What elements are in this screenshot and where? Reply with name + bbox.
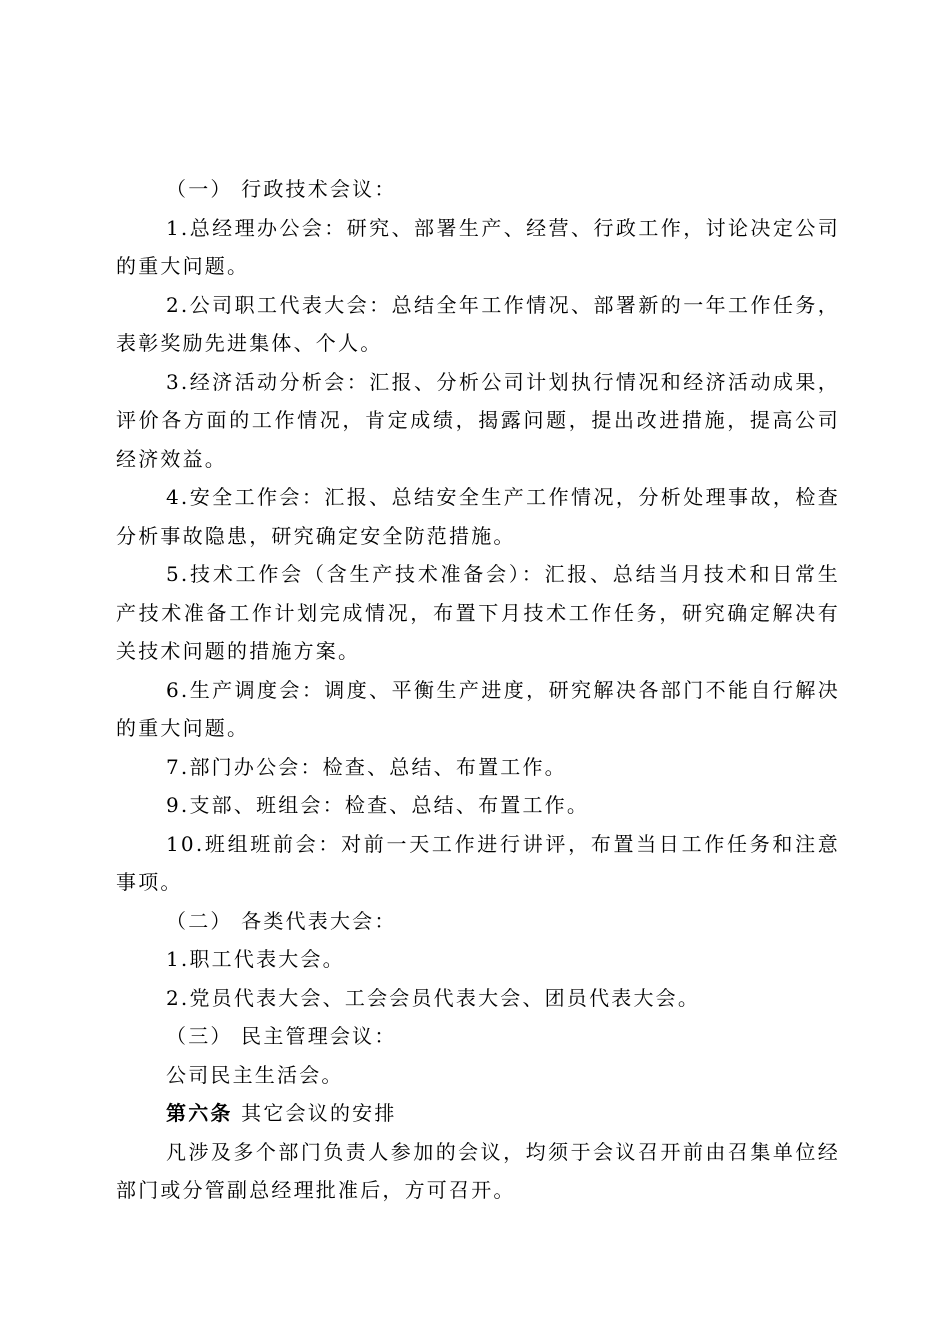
section-heading-administrative: （一） 行政技术会议： (166, 177, 397, 201)
list-item: 3.经济活动分析会：汇报、分析公司计划执行情况和经济活动成果，评价各方面的工作情况，肯定成绩，揭露问题，提出改进措施，提高公司经济效益。 (116, 369, 840, 471)
document-page (116, 170, 840, 1210)
list-item: 5.技术工作会（含生产技术准备会）：汇报、总结当月技术和日常生产技术准备工作计划完成情况，布置下月技术工作任务，研究确定解决有关技术问题的措施方案。 (116, 562, 840, 663)
section-heading-democratic: （三） 民主管理会议： (166, 1024, 397, 1048)
article-title: 其它会议的安排 (232, 1101, 397, 1125)
section-heading-congresses: （二） 各类代表大会： (166, 908, 397, 933)
list-item: 2.党员代表大会、工会会员代表大会、团员代表大会。 (166, 985, 701, 1010)
article-label: 第六条 (166, 1101, 233, 1125)
article-heading (116, 1094, 840, 1133)
list-item: 9.支部、班组会：检查、总结、布置工作。 (166, 793, 590, 817)
list-item: 6.生产调度会：调度、平衡生产进度，研究解决各部门不能自行解决的重大问题。 (116, 677, 840, 740)
list-item: 1.职工代表大会。 (166, 947, 345, 971)
list-item: 2.公司职工代表大会：总结全年工作情况、部署新的一年工作任务，表彰奖励先进集体、个人。 (116, 292, 840, 355)
article-body: 凡涉及多个部门负责人参加的会议，均须于会议召开前由召集单位经部门或分管副总经理批准后，方可召开。 (116, 1139, 840, 1202)
list-item: 4.安全工作会：汇报、总结安全生产工作情况，分析处理事故，检查分析事故隐患，研究确定安全防范措施。 (116, 485, 840, 548)
list-item: 公司民主生活会。 (166, 1062, 344, 1087)
list-item: 1.总经理办公会：研究、部署生产、经营、行政工作，讨论决定公司的重大问题。 (116, 215, 840, 278)
list-item: 7.部门办公会：检查、总结、布置工作。 (166, 754, 567, 779)
list-item: 10.班组班前会：对前一天工作进行讲评，布置当日工作任务和注意事项。 (116, 831, 840, 894)
